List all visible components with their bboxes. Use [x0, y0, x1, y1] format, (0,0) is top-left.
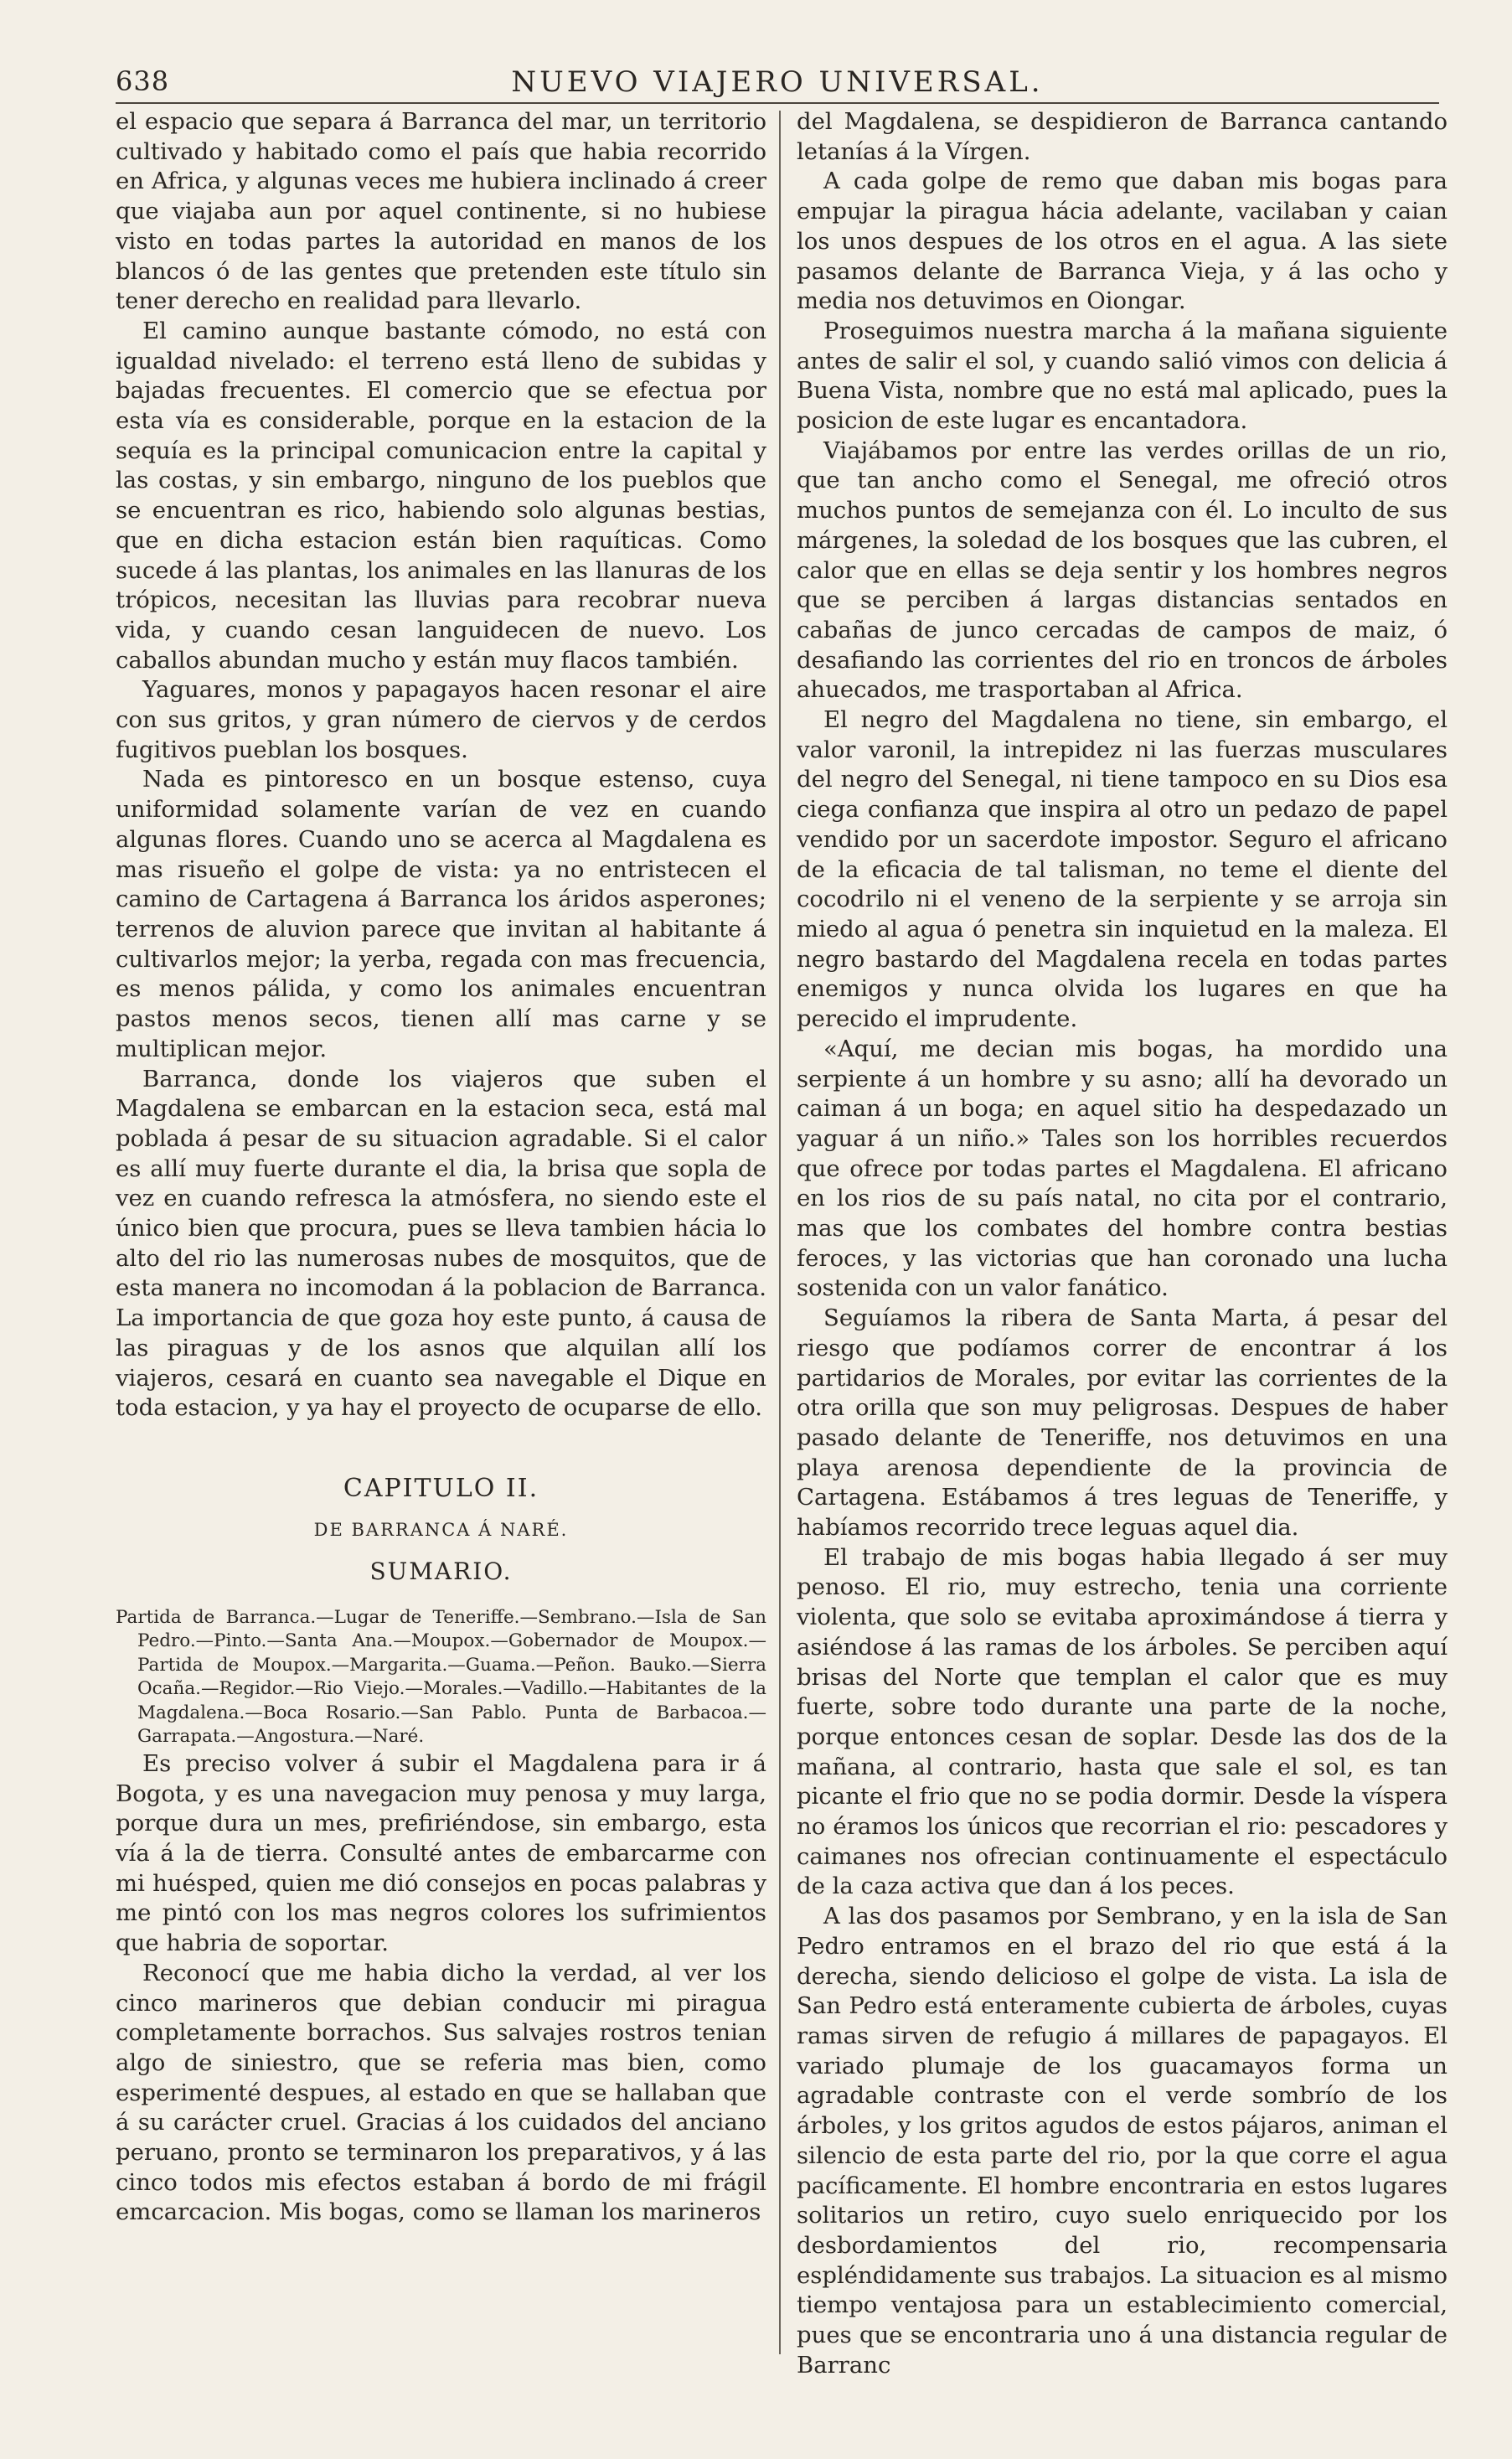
- paragraph: «Aquí, me decian mis bogas, ha mordido una serpiente á un hombre y su asno; allí ha devorado un caiman á un boga; en aquel sitio ha despedazado un yaguar á un niño.» Tales son los horribles recuerdos que ofrece por todas partes el Magdalena. El africano en los rios de su país natal, no cita por el contrario, mas que los combates del hombre contra bestias feroces, y las victorias que han coronado una lucha sostenida con un valor fanático.: [797, 1035, 1447, 1302]
- paragraph: A las dos pasamos por Sembrano, y en la isla de San Pedro entramos en el brazo del rio que está á la derecha, siendo delicioso el golpe de vista. La isla de San Pedro está enteramente cubierta de árboles, cuyas ramas sirven de refugio á millares de papagayos. El variado plumaje de los guacamayos forma un agradable contraste con el verde sombrío de los árboles, y los gritos agudos de estos pájaros, animan el silencio de esta parte del rio, por la que corre el agua pacíficamente. El hombre encontraria en estos lugares solitarios un retiro, cuyo suelo enriquecido por los desbordamientos del rio, recompensaria espléndidamente sus trabajos. La situacion es al mismo tiempo ventajosa para un establecimiento comercial, pues que se encontraria uno á una distancia regular de Barranc: [797, 1903, 1447, 2379]
- chapter-title: CAPITULO II.: [343, 1473, 539, 1503]
- paragraph: del Magdalena, se despidieron de Barranca cantando letanías á la Vírgen.: [797, 108, 1447, 165]
- running-title: NUEVO VIAJERO UNIVERSAL.: [511, 65, 1044, 99]
- header-rule: [116, 102, 1439, 104]
- chapter-summary: Partida de Barranca.—Lugar de Teneriffe.—Sembrano.—Isla de San Pedro.—Pinto.—Santa Ana.—Moupox.—Gobernador de Moupox.—Partida de Moupox.—Margarita.—Guama.—Peñon. Bauko.—Sierra Ocaña.—Regidor.—Rio Viejo.—Morales.—Vadillo.—Habitantes de la Magdalena.—Boca Rosario.—San Pablo. Punta de Barbacoa.—Garrapata.—Angostura.—Naré.: [116, 1606, 766, 1748]
- paragraph: El camino aunque bastante cómodo, no está con igualdad nivelado: el terreno está lleno de subidas y bajadas frecuentes. El comercio que se efectua por esta vía es considerable, porque en la estacion de la sequía es la principal comunicacion entre la capital y las costas, y sin embargo, ninguno de los pueblos que se encuentran es rico, habiendo solo algunas bestias, que en dicha estacion están bien raquíticas. Como sucede á las plantas, los animales en las llanuras de los trópicos, necesitan las lluvias para recobrar nueva vida, y cuando cesan languidecen de nuevo. Los caballos abundan mucho y están muy flacos también.: [116, 317, 766, 674]
- paragraph: Reconocí que me habia dicho la verdad, al ver los cinco marineros que debian conducir mi piragua completamente borrachos. Sus salvajes rostros tenian algo de siniestro, que se referia mas bien, como esperimenté despues, al estado en que se hallaban que á su carácter cruel. Gracias á los cuidados del anciano peruano, pronto se terminaron los preparativos, y á las cinco todos mis efectos estaban á bordo de mi frágil emcarcacion. Mis bogas, como se llaman los marineros: [116, 1959, 766, 2226]
- paragraph: El trabajo de mis bogas habia llegado á ser muy penoso. El rio, muy estrecho, tenia una corriente violenta, que solo se evitaba aproximándose á tierra y asiéndose á las ramas de los árboles. Se perciben aquí brisas del Norte que templan el calor que es muy fuerte, sobre todo durante una parte de la noche, porque entonces cesan de soplar. Desde las dos de la mañana, al contrario, hasta que sale el sol, es tan picante el frio que no se podia dormir. Desde la víspera no éramos los únicos que recorrian el rio: pescadores y caimanes nos ofrecian continuamente el espectáculo de la caza activa que dan á los peces.: [797, 1543, 1447, 1900]
- paragraph: Yaguares, monos y papagayos hacen resonar el aire con sus gritos, y gran número de ciervos y de cerdos fugitivos pueblan los bosques.: [116, 676, 766, 763]
- paragraph: A cada golpe de remo que daban mis bogas para empujar la piragua hácia adelante, vacilaban y caian los unos despues de los otros en el agua. A las siete pasamos delante de Barranca Vieja, y á las ocho y media nos detuvimos en Oiongar.: [797, 168, 1447, 315]
- column-separator: [779, 111, 781, 2354]
- paragraph: Barranca, donde los viajeros que suben el Magdalena se embarcan en la estacion seca, está mal poblada á pesar de su situacion agradable. Si el calor es allí muy fuerte durante el dia, la brisa que sopla de vez en cuando refresca la atmósfera, no siendo este el único bien que procura, pues se lleva tambien hácia lo alto del rio las numerosas nubes de mosquitos, que de esta manera no incomodan á la poblacion de Barranca. La importancia de que goza hoy este punto, á causa de las piraguas y de los asnos que alquilan allí los viajeros, cesará en cuanto sea navegable el Dique en toda estacion, y ya hay el proyecto de ocuparse de ello.: [116, 1065, 766, 1422]
- paragraph: Seguíamos la ribera de Santa Marta, á pesar del riesgo que podíamos correr de encontrar á los partidarios de Morales, por evitar las corrientes de la otra orilla que son muy peligrosas. Despues de haber pasado delante de Teneriffe, nos detuvimos en una playa arenosa dependiente de la provincia de Cartagena. Estábamos á tres leguas de Teneriffe, y habíamos recorrido trece leguas aquel dia.: [797, 1304, 1447, 1542]
- paragraph: Proseguimos nuestra marcha á la mañana siguiente antes de salir el sol, y cuando salió vimos con delicia á Buena Vista, nombre que no está mal aplicado, pues la posicion de este lugar es encantadora.: [797, 317, 1447, 435]
- left-column: [116, 107, 766, 2228]
- paragraph: Viajábamos por entre las verdes orillas de un rio, que tan ancho como el Senegal, me ofreció otros muchos puntos de semejanza con él. Lo inculto de sus márgenes, la soledad de los bosques que las cubren, el calor que en ellas se deja sentir y los hombres negros que se perciben á largas distancias sentados en cabañas de junco cercadas de campos de maiz, ó desafiando las corrientes del rio en troncos de árboles ahuecados, me trasportaban al Africa.: [797, 437, 1447, 704]
- chapter-subtitle: DE BARRANCA Á NARÉ.: [313, 1519, 569, 1540]
- paragraph: Nada es pintoresco en un bosque estenso, cuya uniformidad solamente varían de vez en cuando algunas flores. Cuando uno se acerca al Magdalena es mas risueño el golpe de vista: ya no entristecen el camino de Cartagena á Barranca los áridos asperones; terrenos de aluvion parece que invitan al habitante á cultivarlos mejor; la yerba, regada con mas frecuencia, es menos pálida, y como los animales encuentran pastos menos secos, tienen allí mas carne y se multiplican mejor.: [116, 766, 766, 1062]
- paragraph: Es preciso volver á subir el Magdalena para ir á Bogota, y es una navegacion muy penosa y muy larga, porque dura un mes, prefiriéndose, sin embargo, esta vía á la de tierra. Consulté antes de embarcarme con mi huésped, quien me dió consejos en pocas palabras y me pintó con los mas negros colores los sufrimientos que habria de soportar.: [116, 1749, 766, 1957]
- page-number: 638: [116, 65, 170, 97]
- paragraph: El negro del Magdalena no tiene, sin embargo, el valor varonil, la intrepidez ni las fuerzas musculares del negro del Senegal, ni tiene tampoco en su Dios esa ciega confianza que inspira al otro un pedazo de papel vendido por un sacerdote impostor. Seguro el africano de la eficacia de tal talisman, no teme el diente del cocodrilo ni el veneno de la serpiente y se arroja sin miedo al agua ó penetra sin inquietud en la maleza. El negro bastardo del Magdalena recela en todas partes enemigos y nunca olvida los lugares en que ha perecido el imprudente.: [797, 706, 1447, 1033]
- paragraph: el espacio que separa á Barranca del mar, un territorio cultivado y habitado como el país que habia recorrido en Africa, y algunas veces me hubiera inclinado á creer que viajaba aun por aquel continente, si no hubiese visto en todas partes la autoridad en manos de los blancos ó de las gentes que pretenden este título sin tener derecho en realidad para llevarlo.: [116, 108, 766, 315]
- sumario-heading: SUMARIO.: [369, 1557, 513, 1585]
- right-column: [797, 107, 1447, 2380]
- page-header: [116, 65, 1439, 107]
